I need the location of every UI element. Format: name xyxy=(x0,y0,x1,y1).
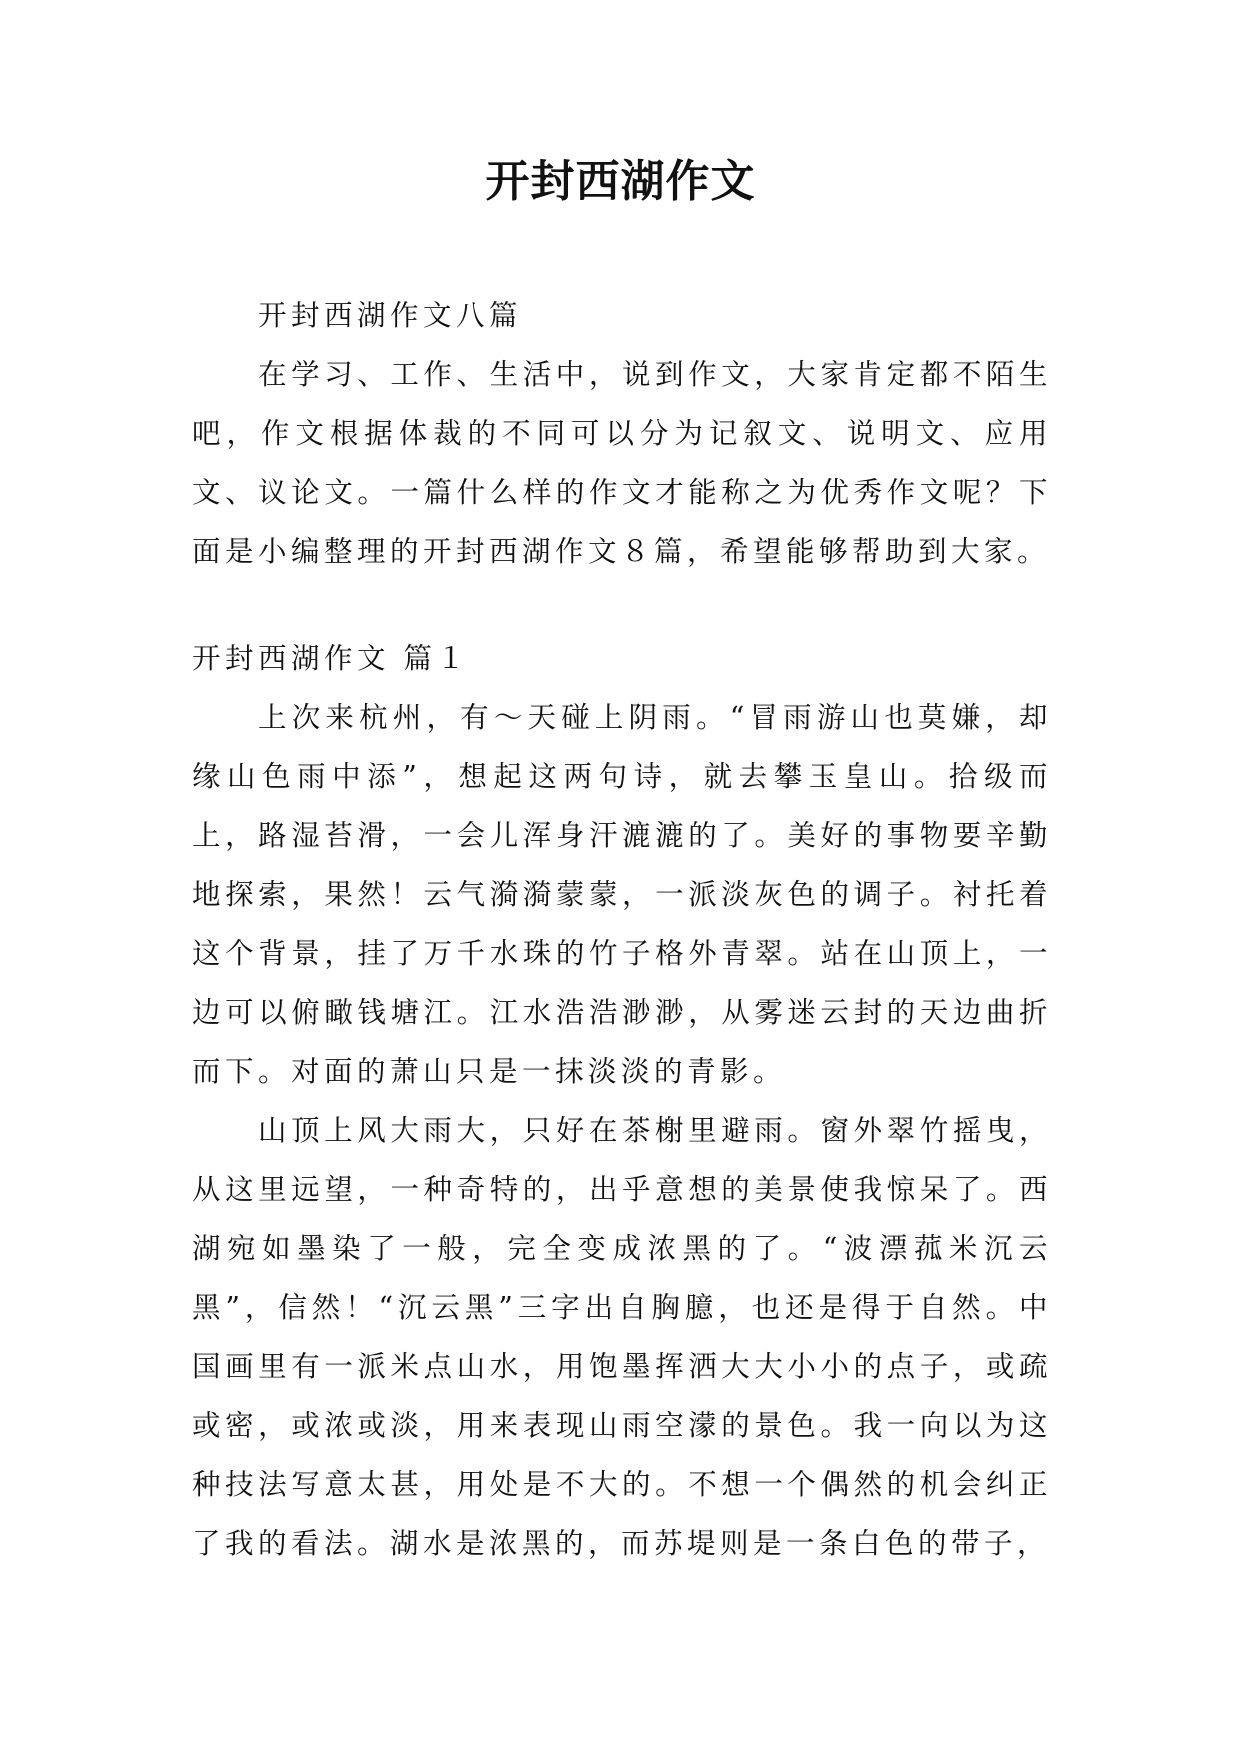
intro-paragraph: 在学习、工作、生活中，说到作文，大家肯定都不陌生吧，作文根据体裁的不同可以分为记叙文、说明文、应用文、议论文。一篇什么样的作文才能称之为优秀作文呢？下面是小编整理的开封西湖作文８篇，希望能够帮助到大家。 xyxy=(192,358,1052,568)
document-body xyxy=(192,286,1052,1573)
body-paragraph: 上次来杭州，有～天碰上阴雨。“冒雨游山也莫嫌，却缘山色雨中添”，想起这两句诗，就去攀玉皇山。拾级而上，路湿苔滑，一会儿浑身汗漉漉的了。美好的事物要辛勤地探索，果然！云气漪漪蒙蒙，一派淡灰色的调子。衬托着这个背景，挂了万千水珠的竹子格外青翠。站在山顶上，一边可以俯瞰钱塘江。江水浩浩渺渺，从雾迷云封的天边曲折而下。对面的萧山只是一抹淡淡的青影。 xyxy=(192,701,1052,1088)
document-title: 开封西湖作文 xyxy=(485,156,756,207)
section-heading: 开封西湖作文 篇１ xyxy=(192,642,470,675)
body-paragraph: 山顶上风大雨大，只好在茶榭里避雨。窗外翠竹摇曳，从这里远望，一种奇特的，出乎意想的美景使我惊呆了。西湖宛如墨染了一般，完全变成浓黑的了。“波漂菰米沉云黑”，信然！“沉云黑”三字出自胸臆，也还是得于自然。中国画里有一派米点山水，用饱墨挥洒大大小小的点子，或疏或密，或浓或淡，用来表现山雨空濛的景色。我一向以为这种技法写意太甚，用处是不大的。不想一个偶然的机会纠正了我的看法。湖水是浓黑的，而苏堤则是一条白色的带子， xyxy=(192,1114,1052,1560)
section-gap xyxy=(192,581,1052,629)
document-subtitle: 开封西湖作文八篇 xyxy=(258,299,523,332)
